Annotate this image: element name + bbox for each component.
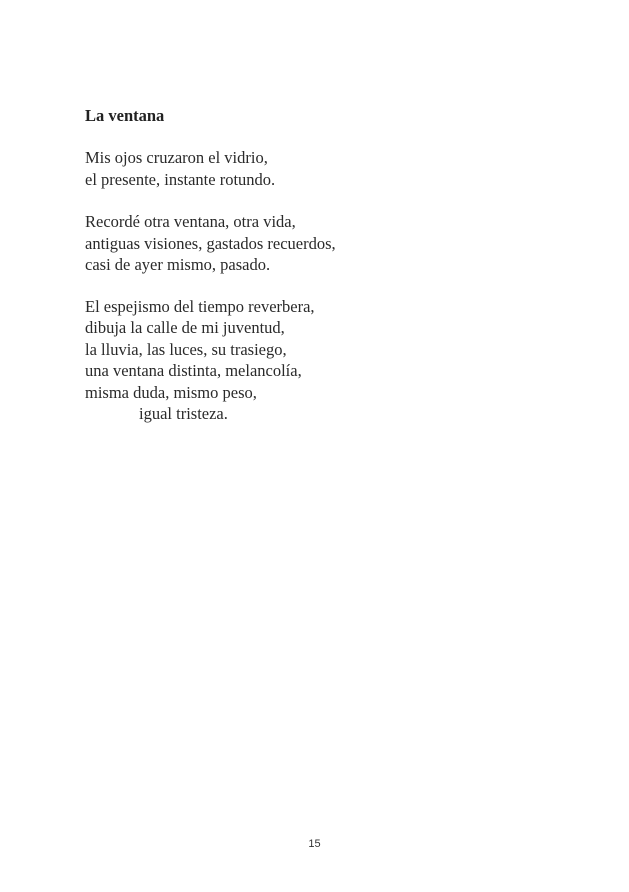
page-number: 15 (308, 838, 321, 850)
stanza-3 (85, 296, 565, 425)
poem (85, 106, 565, 425)
verse-line: Mis ojos cruzaron el vidrio, (85, 148, 268, 167)
stanza-1 (85, 147, 565, 190)
verse-line-indented: igual tristeza. (139, 404, 228, 423)
verse-line: El espejismo del tiempo reverbera, (85, 296, 315, 316)
stanza-2 (85, 211, 565, 276)
verse-line: dibuja la calle de mi juventud, (85, 318, 285, 337)
verse-line: misma duda, mismo peso, (85, 382, 257, 402)
verse-line: Recordé otra ventana, otra vida, (85, 212, 296, 231)
poem-title: La ventana (85, 106, 165, 125)
verse-line: una ventana distinta, melancolía, (85, 361, 302, 380)
verse-line: el presente, instante rotundo. (85, 169, 276, 189)
verse-line: casi de ayer mismo, pasado. (85, 255, 271, 274)
verse-line: antiguas visiones, gastados recuerdos, (85, 233, 336, 253)
verse-line: la lluvia, las luces, su trasiego, (85, 339, 287, 359)
